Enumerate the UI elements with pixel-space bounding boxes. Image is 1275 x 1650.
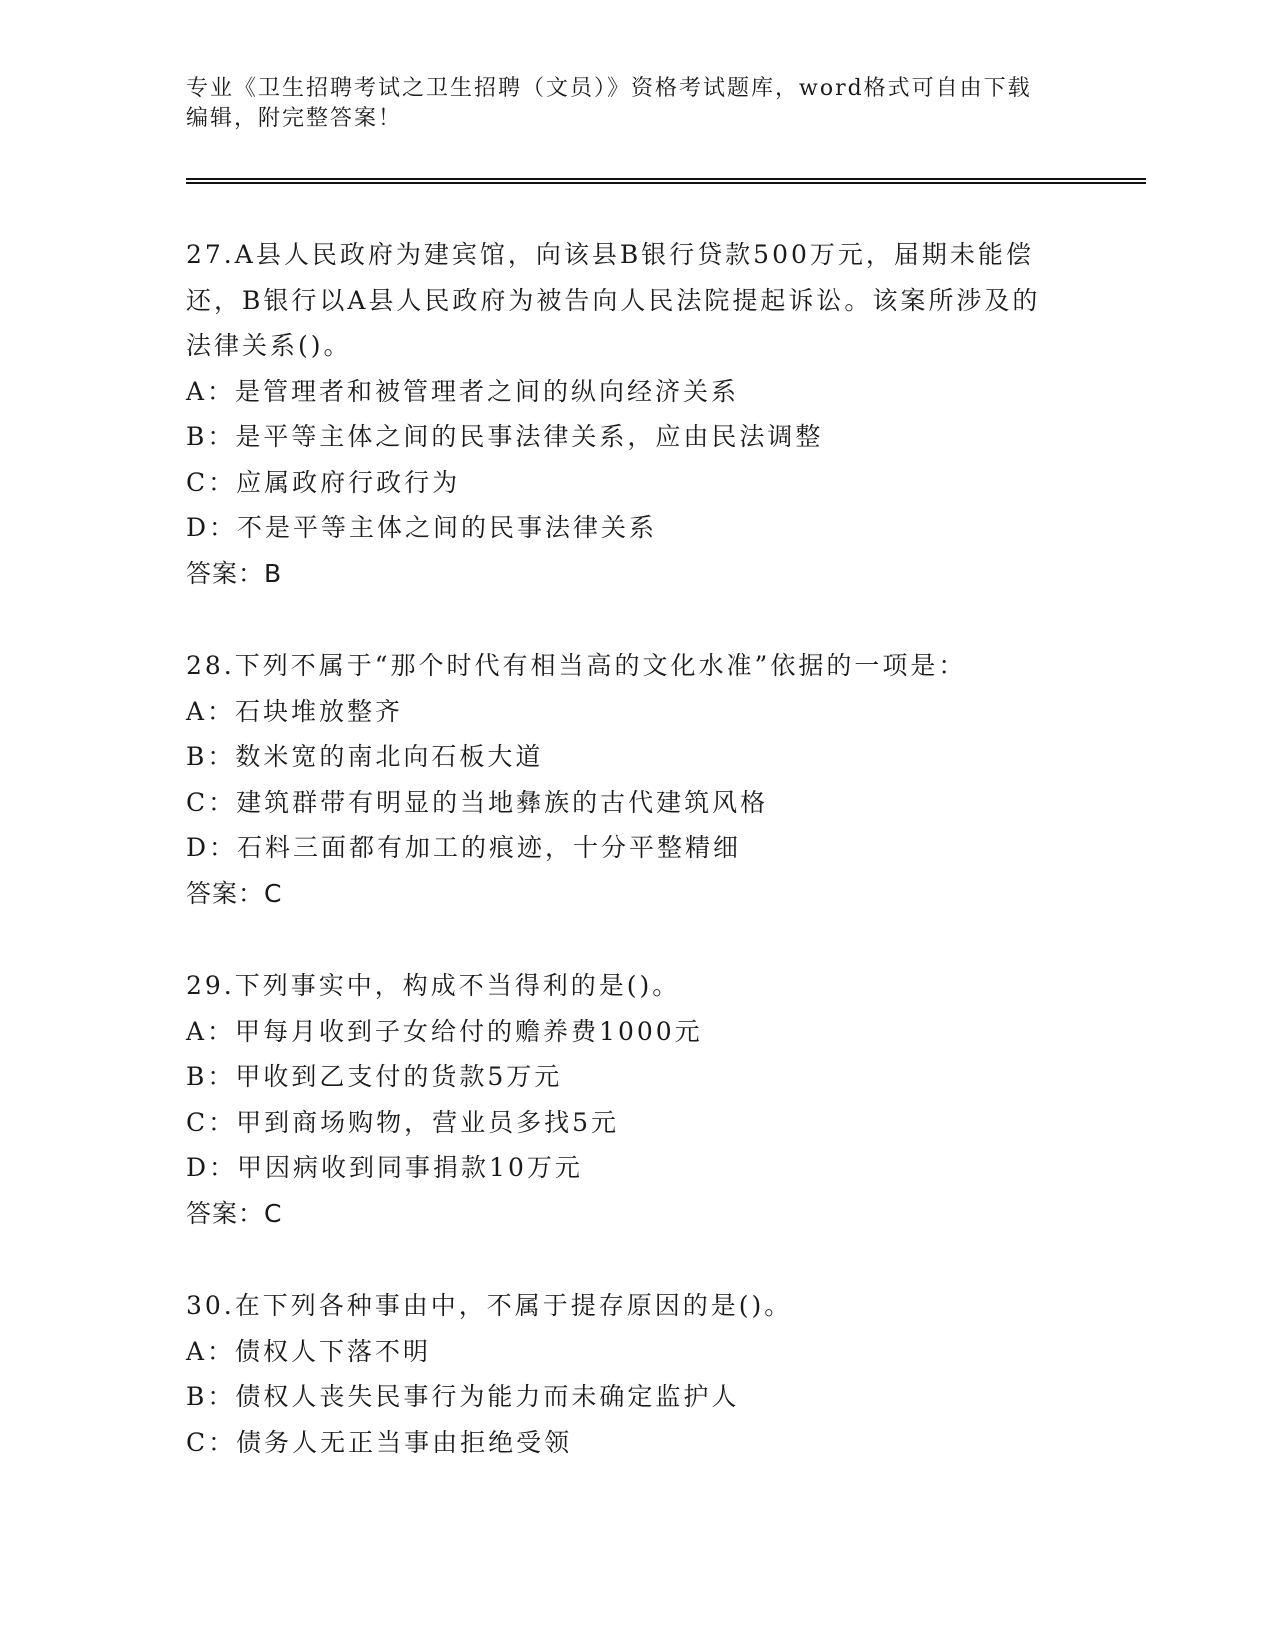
- option-c: C：甲到商场购物，营业员多找5元: [186, 1107, 620, 1137]
- option-b: B：数米宽的南北向石板大道: [186, 742, 544, 771]
- question-27: [186, 232, 1086, 596]
- option-a: A：债权人下落不明: [186, 1336, 432, 1366]
- header-divider-bottom: [186, 182, 1146, 184]
- stem-line: 28.下列不属于“那个时代有相当高的文化水准”依据的一项是：: [186, 651, 967, 680]
- question-29: [186, 963, 1086, 1236]
- header-line-1: 专业《卫生招聘考试之卫生招聘（文员）》资格考试题库，word格式可自由下载: [186, 76, 1032, 101]
- stem-line: 还，B银行以A县人民政府为被告向人民法院提起诉讼。该案所涉及的: [186, 285, 1041, 315]
- question-list: [186, 232, 1086, 1512]
- option-a: A：是管理者和被管理者之间的纵向经济关系: [186, 376, 740, 406]
- option-b: B：债权人丧失民事行为能力而未确定监护人: [186, 1382, 740, 1411]
- header-divider-top: [186, 178, 1146, 180]
- answer-line: 答案：B: [186, 558, 283, 588]
- option-d: D：不是平等主体之间的民事法律关系: [186, 513, 658, 542]
- stem-line: 法律关系()。: [186, 331, 352, 360]
- stem-line: 29.下列事实中，构成不当得利的是()。: [186, 971, 681, 1000]
- question-stem: [186, 963, 1086, 1009]
- stem-line: 27.A县人民政府为建宾馆，向该县B银行贷款500万元，届期未能偿: [186, 240, 1034, 269]
- answer-line: 答案：C: [186, 1198, 283, 1228]
- question-30: [186, 1283, 1086, 1465]
- option-a: A：石块堆放整齐: [186, 696, 404, 726]
- option-d: D：石料三面都有加工的痕迹，十分平整精细: [186, 833, 742, 862]
- option-d: D：甲因病收到同事捐款10万元: [186, 1153, 583, 1182]
- question-stem: [186, 643, 1086, 689]
- header-line-2: 编辑，附完整答案！: [186, 106, 403, 131]
- option-c: C：应属政府行政行为: [186, 467, 461, 497]
- question-stem: [186, 1283, 1086, 1329]
- option-b: B：甲收到乙支付的货款5万元: [186, 1062, 563, 1091]
- option-c: C：建筑群带有明显的当地彝族的古代建筑风格: [186, 787, 769, 817]
- answer-line: 答案：C: [186, 878, 283, 908]
- stem-line: 30.在下列各种事由中，不属于提存原因的是()。: [186, 1291, 793, 1320]
- option-c: C：债务人无正当事由拒绝受领: [186, 1427, 573, 1457]
- question-28: [186, 643, 1086, 916]
- option-b: B：是平等主体之间的民事法律关系，应由民法调整: [186, 422, 824, 451]
- question-stem: [186, 232, 1086, 369]
- document-header: [186, 74, 1086, 134]
- option-a: A：甲每月收到子女给付的赡养费1000元: [186, 1016, 703, 1046]
